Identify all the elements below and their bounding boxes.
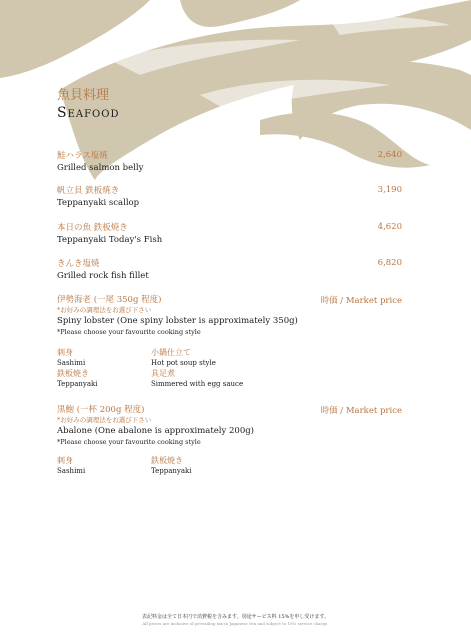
- item-name-jp: 帆立貝 鉄板焼き: [57, 186, 120, 196]
- section-title-en: Seafood: [57, 105, 120, 121]
- menu-item: [57, 150, 402, 175]
- item-note-jp: *お好みの調理法をお選び下さい: [57, 416, 152, 424]
- menu-item-lobster: [57, 294, 402, 337]
- footer-notice: [0, 614, 471, 627]
- item-name-jp: 黒鮑 (一杯 200g 程度): [57, 405, 145, 415]
- option-en: Hot pot soup style: [151, 359, 216, 367]
- option-en: Sashimi: [57, 467, 86, 475]
- option-jp: 刺身: [57, 348, 73, 357]
- option-en: Teppanyaki: [57, 380, 98, 388]
- item-name-en: Grilled salmon belly: [57, 163, 144, 173]
- item-name-en: Abalone (One abalone is approximately 200g): [57, 426, 255, 436]
- item-name-jp: 本日の魚 鉄板焼き: [57, 223, 128, 233]
- option-en: Simmered with egg sauce: [151, 380, 244, 388]
- option-jp: 刺身: [57, 456, 73, 465]
- item-name-jp: きんき塩焼: [57, 259, 100, 269]
- item-price: 時価 / Market price: [320, 406, 402, 416]
- item-name-en: Teppanyaki Today's Fish: [57, 235, 163, 245]
- footer-text-jp: 表記料金は全て日本円で消費税を含みます。別途サービス料 15%を申し受けます。: [142, 614, 329, 620]
- item-name-en: Spiny lobster (One spiny lobster is approximately 350g): [57, 316, 298, 326]
- option-jp: 鉄板焼き: [151, 456, 183, 465]
- item-name-jp: 鮭ハラス塩焼: [57, 151, 108, 161]
- item-price: 時価 / Market price: [320, 296, 402, 306]
- item-note-en: *Please choose your favourite cooking style: [57, 328, 201, 336]
- item-name-jp: 伊勢海老 (一尾 350g 程度): [57, 295, 162, 305]
- option-column: [151, 456, 271, 477]
- menu-item: [57, 258, 402, 283]
- item-note-en: *Please choose your favourite cooking style: [57, 438, 201, 446]
- section-heading: [57, 88, 119, 122]
- option-column: [151, 348, 301, 390]
- menu-item: [57, 222, 402, 247]
- item-price: 2,640: [377, 150, 402, 160]
- option-jp: 鉄板焼き: [57, 369, 89, 378]
- option-en: Sashimi: [57, 359, 86, 367]
- option-en: Teppanyaki: [151, 467, 192, 475]
- item-note-jp: *お好みの調理法をお選び下さい: [57, 306, 152, 314]
- item-price: 3,190: [377, 185, 402, 195]
- menu-item-abalone: [57, 404, 402, 447]
- item-name-en: Grilled rock fish fillet: [57, 271, 149, 281]
- item-price: 4,620: [377, 222, 402, 232]
- option-jp: 小鍋仕立て: [151, 348, 191, 357]
- menu-item: [57, 185, 402, 210]
- option-jp: 具足煮: [151, 369, 175, 378]
- section-title-jp: 魚貝料理: [57, 88, 110, 103]
- footer-text-en: All prices are inclusive of prevailing tax in Japanese Yen and subject to 15% service charge.: [142, 621, 329, 626]
- item-name-en: Teppanyaki scallop: [57, 198, 140, 208]
- item-price: 6,820: [377, 258, 402, 268]
